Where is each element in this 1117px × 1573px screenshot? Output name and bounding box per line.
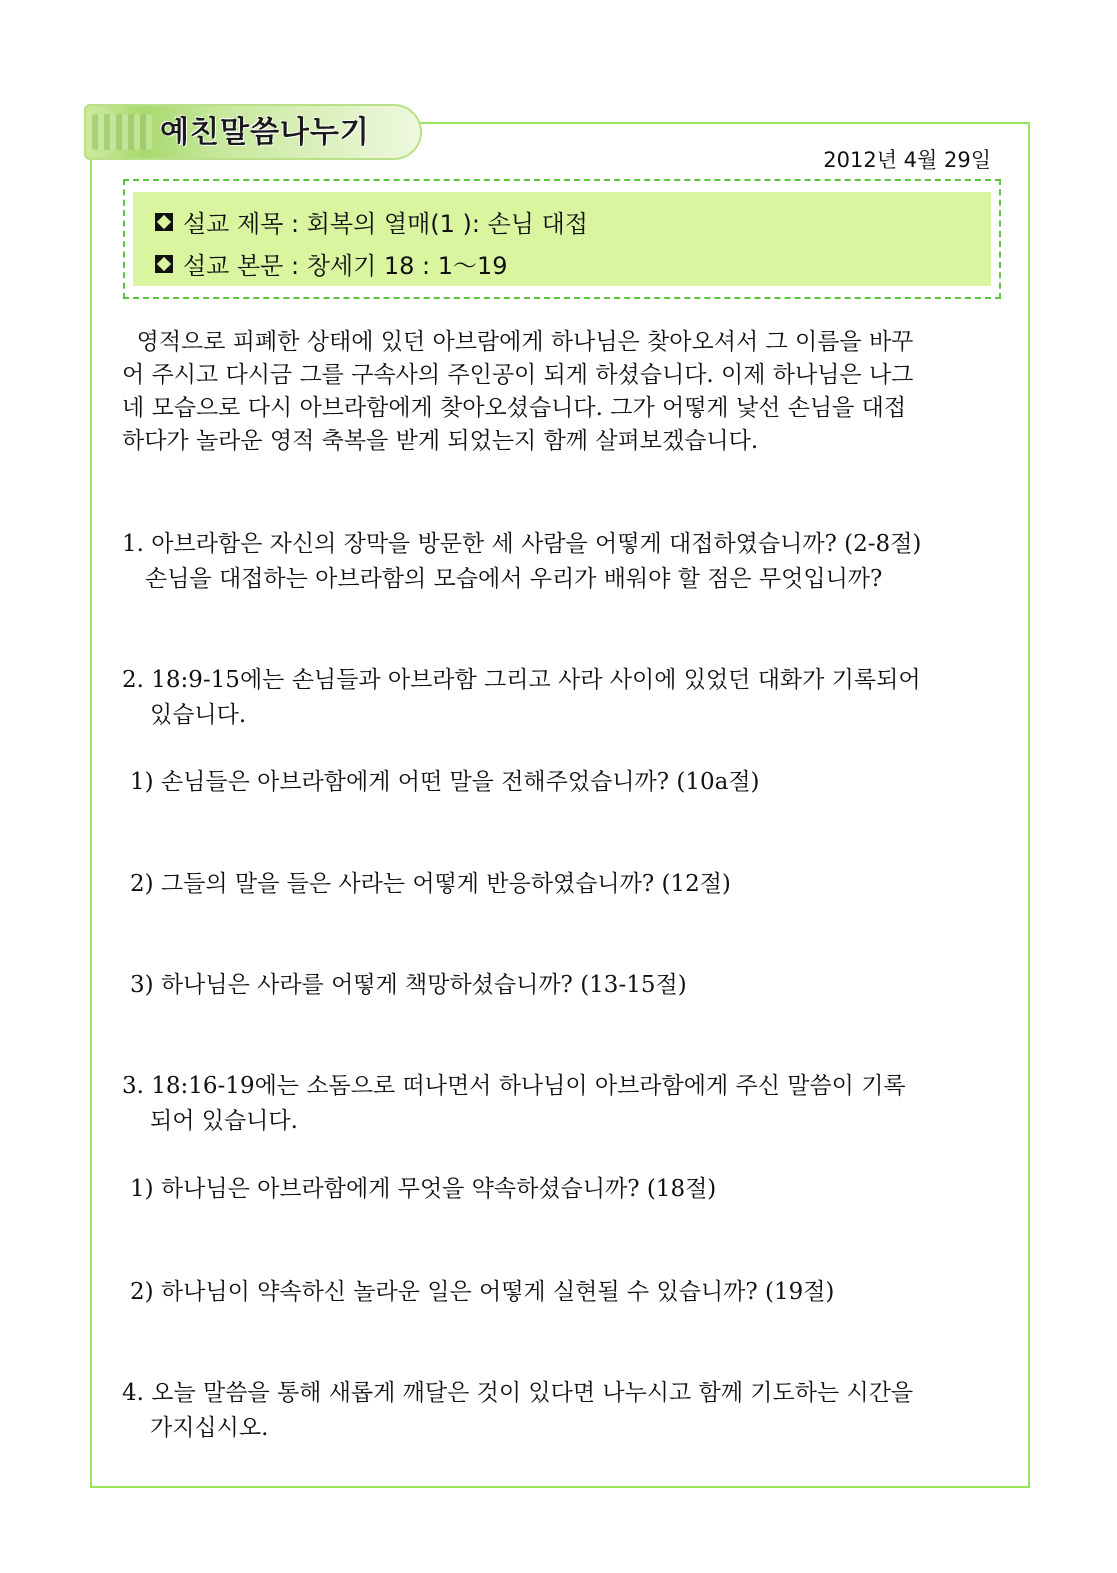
question-3-sub-2: 2) 하나님이 약속하신 놀라운 일은 어떻게 실현될 수 있습니까? (19절) <box>130 1279 835 1305</box>
sermon-title-line <box>155 204 588 239</box>
question-3-sub-1: 1) 하나님은 아브라함에게 무엇을 약속하셨습니까? (18절) <box>130 1176 717 1202</box>
sermon-text-line <box>155 246 508 281</box>
page-title: 예친말씀나누기 <box>160 115 370 150</box>
intro-line-2: 어 주시고 다시금 그를 구속사의 주인공이 되게 하셨습니다. 이제 하나님은 나그 <box>122 362 914 388</box>
question-2-sub-2: 2) 그들의 말을 들은 사라는 어떻게 반응하였습니까? (12절) <box>130 871 731 897</box>
question-4-line-1: 4. 오늘 말씀을 통해 새롭게 깨달은 것이 있다면 나누시고 함께 기도하는 시간을 <box>122 1380 914 1406</box>
intro-line-3: 네 모습으로 다시 아브라함에게 찾아오셨습니다. 그가 어떻게 낯선 손님을 대접 <box>122 395 907 421</box>
sermon-info-box <box>123 179 1001 299</box>
question-2-line-2: 있습니다. <box>150 702 247 728</box>
question-3-line-1: 3. 18:16-19에는 소돔으로 떠나면서 하나님이 아브라함에게 주신 말씀이 기록 <box>122 1073 906 1099</box>
sermon-title-text: 설교 제목 : 회복의 열매(1 ): 손님 대접 <box>183 210 588 238</box>
intro-line-1: 영적으로 피폐한 상태에 있던 아브람에게 하나님은 찾아오셔서 그 이름을 바꾸 <box>122 329 914 355</box>
intro-line-4: 하다가 놀라운 영적 축복을 받게 되었는지 함께 살펴보겠습니다. <box>122 428 759 454</box>
question-2-sub-1: 1) 손님들은 아브라함에게 어떤 말을 전해주었습니까? (10a절) <box>130 769 760 795</box>
question-4-line-2: 가지십시오. <box>150 1415 269 1441</box>
question-1-line-2: 손님을 대접하는 아브라함의 모습에서 우리가 배워야 할 점은 무엇입니까? <box>145 566 883 592</box>
sermon-info-fill <box>133 192 991 286</box>
question-1-line-1: 1. 아브라함은 자신의 장막을 방문한 세 사람을 어떻게 대접하였습니까? (2-8절) <box>122 531 922 557</box>
question-2-sub-3: 3) 하나님은 사라를 어떻게 책망하셨습니까? (13-15절) <box>130 972 687 998</box>
question-3-line-2: 되어 있습니다. <box>150 1108 298 1134</box>
diamond-bullet-icon <box>155 255 173 273</box>
diamond-bullet-icon <box>155 213 173 231</box>
banner-decoration <box>92 114 152 150</box>
date-label: 2012년 4월 29일 <box>823 148 991 172</box>
question-2-line-1: 2. 18:9-15에는 손님들과 아브라함 그리고 사라 사이에 있었던 대화가 기록되어 <box>122 667 921 693</box>
sermon-text-text: 설교 본문 : 창세기 18 : 1～19 <box>183 252 508 280</box>
